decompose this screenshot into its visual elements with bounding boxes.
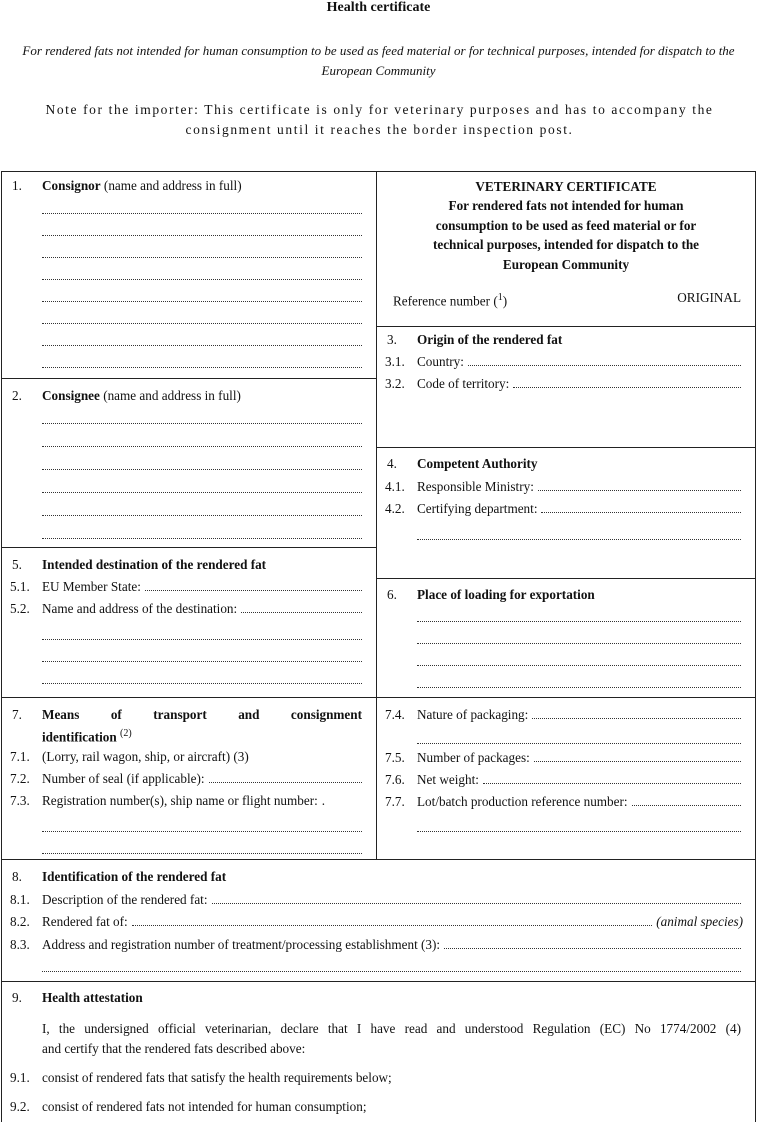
field-number: 8.1.	[10, 892, 30, 907]
consignee-line[interactable]	[42, 519, 362, 539]
establishment-label: Address and registration number of treatment/processing establishment (3):	[42, 937, 441, 952]
field-number: 7.5.	[385, 750, 405, 765]
footnote-ref: (2)	[120, 728, 132, 739]
attestation-item: consist of rendered fats that satisfy the health requirements below;	[42, 1070, 392, 1085]
box-number: 4.	[387, 456, 397, 471]
consignor-line[interactable]	[42, 238, 362, 258]
item-number: 9.2.	[10, 1099, 30, 1114]
box-destination	[1, 547, 377, 698]
certifying-department-field[interactable]	[541, 499, 741, 513]
certificate-heading: VETERINARY CERTIFICATE	[475, 179, 657, 194]
responsible-ministry-field[interactable]	[538, 477, 741, 491]
field-number: 4.1.	[385, 479, 405, 494]
certifying-department-line[interactable]	[417, 520, 741, 540]
destination-line[interactable]	[42, 664, 362, 684]
consignor-line[interactable]	[42, 304, 362, 324]
section-label: Intended destination of the rendered fat	[42, 557, 267, 572]
responsible-ministry-label: Responsible Ministry:	[417, 479, 534, 494]
country-field[interactable]	[468, 352, 741, 366]
registration-number-line[interactable]	[42, 834, 362, 854]
reference-number-label: Reference number ($^1$)	[393, 292, 508, 309]
field-number: 7.1.	[10, 749, 30, 764]
box-identification	[1, 859, 756, 982]
section-label: Consignee	[42, 388, 100, 403]
box-competent-authority	[376, 447, 756, 579]
field-number: 8.3.	[10, 937, 30, 952]
consignor-line[interactable]	[42, 282, 362, 302]
consignee-line[interactable]	[42, 496, 362, 516]
field-number: 7.6.	[385, 772, 405, 787]
section-label: Place of loading for exportation	[417, 587, 595, 602]
section-label: Competent Authority	[417, 456, 538, 471]
loading-place-line[interactable]	[417, 602, 741, 622]
section-label: Origin of the rendered fat	[417, 332, 563, 347]
consignee-line[interactable]	[42, 427, 362, 447]
destination-address-label: Name and address of the destination:	[42, 601, 238, 616]
lot-reference-field[interactable]	[632, 792, 741, 806]
net-weight-label: Net weight:	[417, 772, 479, 787]
fat-description-field[interactable]	[212, 890, 741, 904]
package-count-field[interactable]	[534, 748, 741, 762]
field-number: 7.2.	[10, 771, 30, 786]
certificate-heading-line: consumption to be used as feed material or for	[435, 218, 697, 233]
field-number: 4.2.	[385, 501, 405, 516]
consignor-line[interactable]	[42, 260, 362, 280]
certifying-department-label: Certifying department:	[417, 501, 538, 516]
box-number: 6.	[387, 587, 397, 602]
field-number: 7.4.	[385, 707, 405, 722]
consignor-line[interactable]	[42, 194, 362, 214]
field-number: 7.7.	[385, 794, 405, 809]
field-number: 3.2.	[385, 376, 405, 391]
box-number: 9.	[12, 990, 22, 1005]
transport-type-label: (Lorry, rail wagon, ship, or aircraft) (3)	[42, 749, 249, 764]
box-number: 2.	[12, 388, 22, 403]
box-number: 7.	[12, 707, 22, 722]
item-number: 9.1.	[10, 1070, 30, 1085]
field-number: 8.2.	[10, 914, 30, 929]
consignee-line[interactable]	[42, 404, 362, 424]
section-hint: (name and address in full)	[100, 178, 242, 193]
box-veterinary-certificate	[376, 171, 756, 327]
box-consignor	[1, 171, 377, 379]
section-label: Consignor	[42, 178, 101, 193]
packaging-nature-field[interactable]	[532, 705, 741, 719]
territory-code-field[interactable]	[513, 374, 741, 388]
box-origin	[376, 326, 756, 448]
attestation-paragraph-continued: and certify that the rendered fats described above:	[42, 1041, 306, 1056]
field-number: 3.1.	[385, 354, 405, 369]
field-number: 5.1.	[10, 579, 30, 594]
fat-description-label: Description of the rendered fat:	[42, 892, 208, 907]
seal-number-label: Number of seal (if applicable):	[42, 771, 205, 786]
loading-place-line[interactable]	[417, 624, 741, 644]
field-number: 5.2.	[10, 601, 30, 616]
section-label: Health attestation	[42, 990, 143, 1005]
box-number: 3.	[387, 332, 397, 347]
lot-reference-label: Lot/batch production reference number:	[417, 794, 628, 809]
certificate-heading-line: technical purposes, intended for dispatch to the	[432, 237, 700, 252]
importer-note: Note for the importer: This certificate is only for veterinary purposes and has to accompany the consignment until it reaches the border inspection post.	[45, 102, 714, 137]
country-label: Country:	[417, 354, 464, 369]
box-number: 5.	[12, 557, 22, 572]
establishment-line[interactable]	[42, 952, 741, 972]
document-subtitle: For rendered fats not intended for human consumption to be used as feed material or for technical purposes, intended for dispatch to the European Community	[22, 43, 735, 78]
section-label-continued: identification	[42, 729, 117, 745]
net-weight-field[interactable]	[483, 770, 741, 784]
box-number: 1.	[12, 178, 22, 193]
destination-line[interactable]	[42, 642, 362, 662]
consignor-line[interactable]	[42, 326, 362, 346]
section-label: Means of transport and consignment	[42, 707, 362, 722]
animal-species-field[interactable]	[132, 912, 653, 926]
attestation-paragraph: I, the undersigned official veterinarian, declare that I have read and understood Regulation (EC) No 1774/2002 (4)	[42, 1021, 741, 1036]
loading-place-line[interactable]	[417, 668, 741, 688]
section-label: Identification of the rendered fat	[42, 869, 227, 884]
attestation-item: consist of rendered fats not intended for human consumption;	[42, 1099, 367, 1114]
original-label: ORIGINAL	[677, 290, 741, 305]
animal-species-label: Rendered fat of:	[42, 914, 128, 929]
eu-member-state-label: EU Member State:	[42, 579, 141, 594]
eu-member-state-field[interactable]	[145, 577, 362, 591]
box-packaging	[376, 697, 756, 860]
establishment-field[interactable]	[444, 935, 741, 949]
registration-number-label: Registration number(s), ship name or flight number:	[42, 793, 318, 808]
seal-number-field[interactable]	[209, 769, 362, 783]
box-number: 8.	[12, 869, 22, 884]
package-count-label: Number of packages:	[417, 750, 530, 765]
section-hint: (name and address in full)	[99, 388, 241, 403]
registration-number-line[interactable]	[42, 812, 362, 832]
consignee-line[interactable]	[42, 450, 362, 470]
lot-reference-line[interactable]	[417, 812, 741, 832]
packaging-nature-label: Nature of packaging:	[417, 707, 529, 722]
territory-code-label: Code of territory:	[417, 376, 510, 391]
consignor-line[interactable]	[42, 348, 362, 368]
field-number: 7.3.	[10, 793, 30, 808]
certificate-heading-line: European Community	[502, 257, 630, 272]
consignor-line[interactable]	[42, 216, 362, 236]
certificate-heading-line: For rendered fats not intended for human	[448, 198, 684, 213]
box-consignee	[1, 378, 377, 548]
destination-line[interactable]	[42, 620, 362, 640]
loading-place-line[interactable]	[417, 646, 741, 666]
document-title: Health certificate	[326, 0, 431, 15]
animal-species-hint: (animal species)	[656, 914, 743, 929]
box-health-attestation	[1, 981, 756, 1122]
destination-address-field[interactable]	[241, 599, 362, 613]
box-means-of-transport: 7. Means of transport and consignment identification $^{(2)}$ 7.1. (Lorry, rail wagon, ship, or aircraft) (3) 7.2. Number of seal (if applicable): 7.3. Registration number(s), ship name or flight number: .	[1, 697, 377, 860]
packaging-nature-line[interactable]	[417, 724, 741, 744]
consignee-line[interactable]	[42, 473, 362, 493]
box-place-of-loading	[376, 578, 756, 698]
